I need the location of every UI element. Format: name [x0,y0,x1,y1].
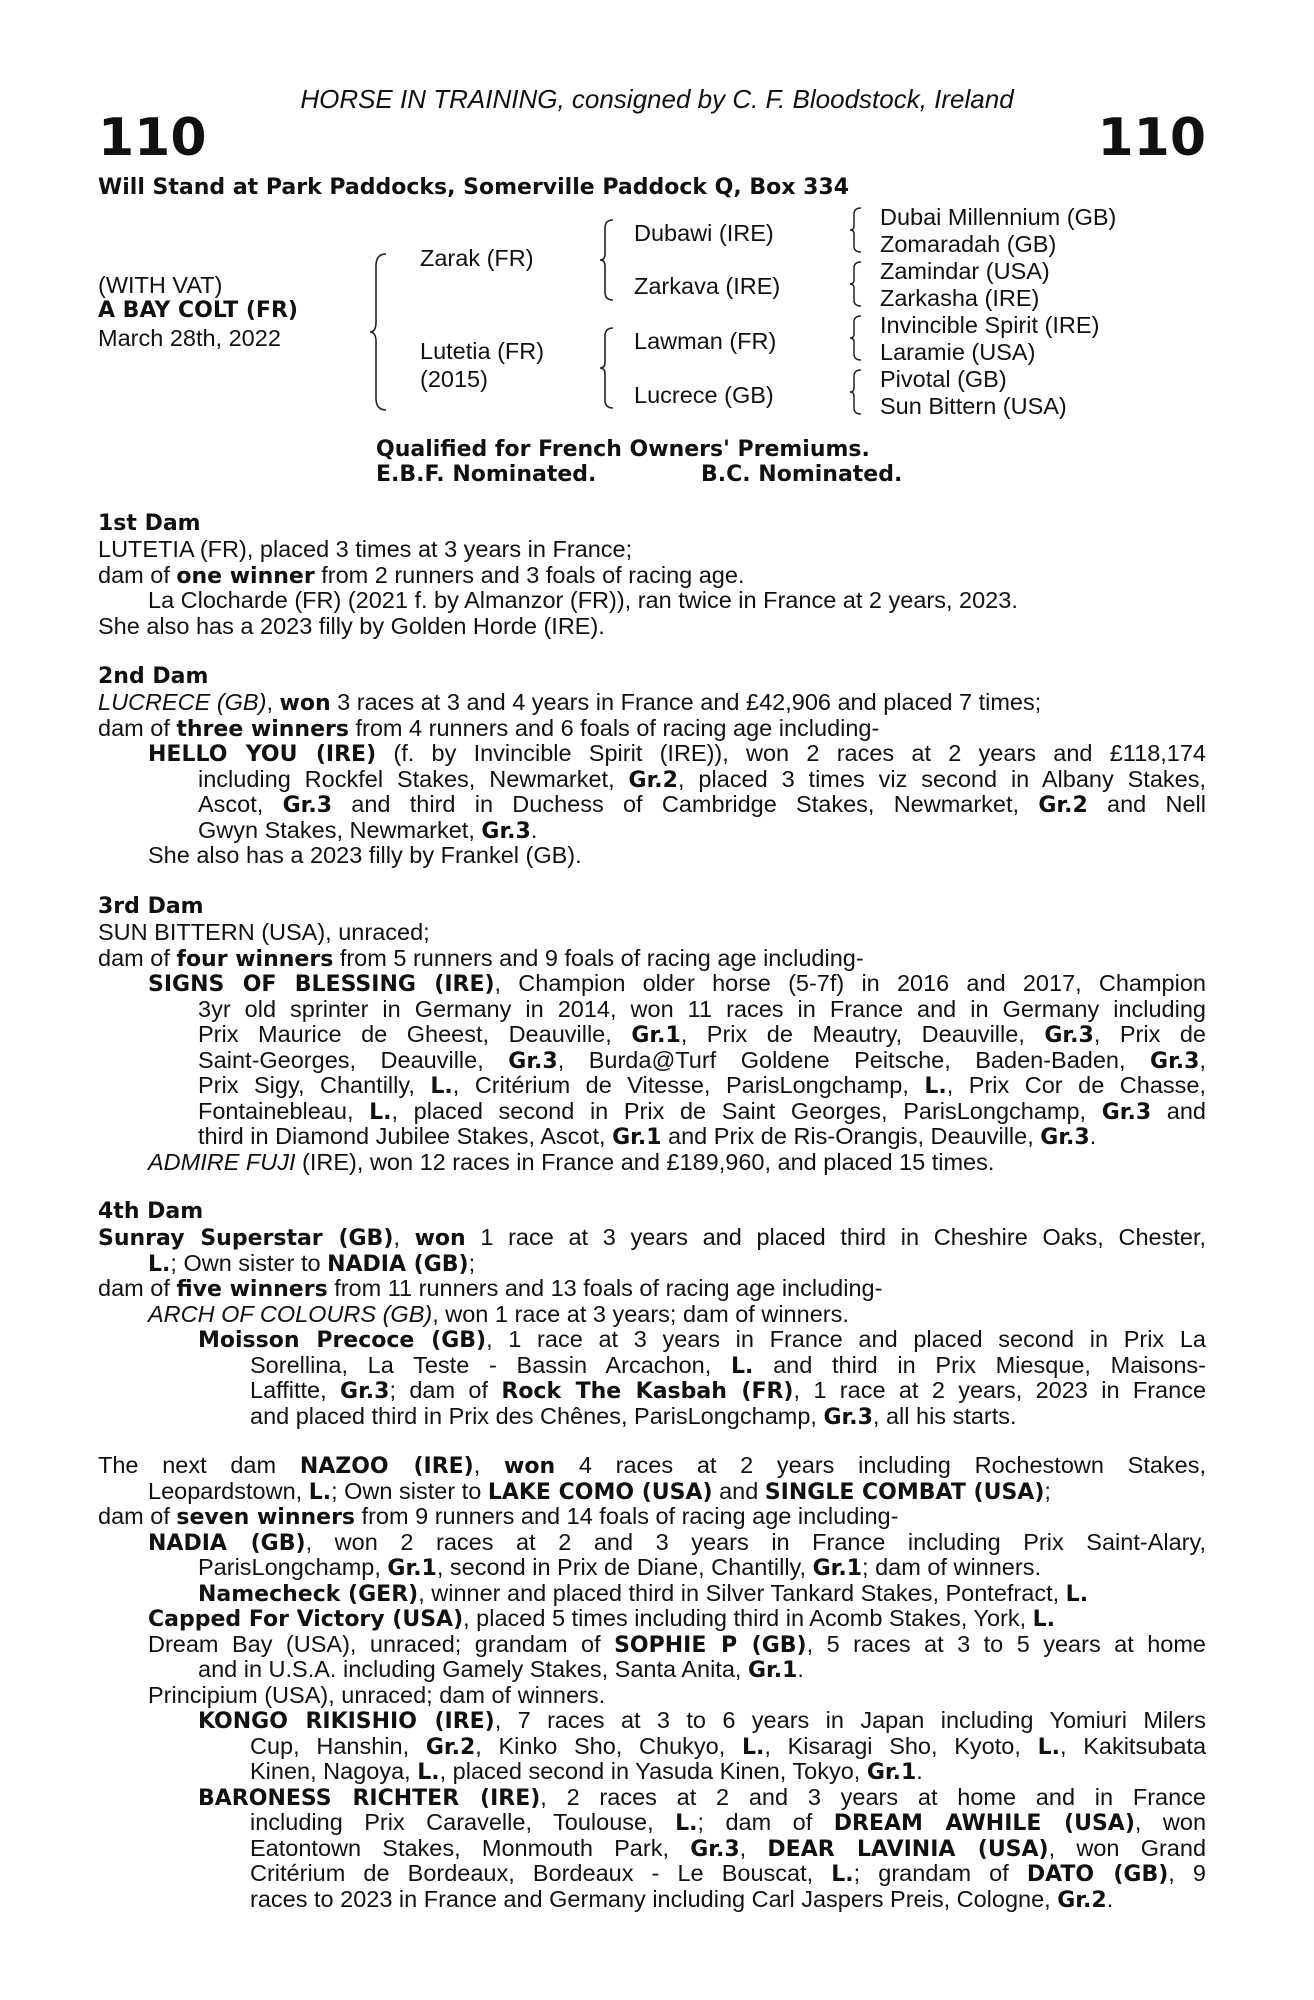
granddam-line: Dubai Millennium (GB) [880,204,1117,230]
text-line: and placed third in Prix des Chênes, ParisLongchamp, Gr.3, all his starts. [250,1402,1017,1430]
text-line: third in Diamond Jubilee Stakes, Ascot, Gr.1 and Prix de Ris-Orangis, Deauville, Gr.3. [198,1123,1097,1150]
text-line: LUCRECE (GB), won 3 races at 3 and 4 years in France and £42,906 and placed 7 times; [98,689,1042,716]
granddam-line: Zamindar (USA) [880,258,1050,284]
text-line: Sunray Superstar (GB), won 1 race at 3 years and placed third in Cheshire Oaks, Chester, [98,1225,1206,1251]
text-line: Principium (USA), unraced; dam of winners. [148,1681,606,1708]
text-line: Kinen, Nagoya, L., placed second in Yasuda Kinen, Tokyo, Gr.1. [250,1758,923,1785]
section-heading: 2nd Dam [98,664,209,689]
foaling-date: March 28th, 2022 [98,325,281,351]
text-line: dam of three winners from 4 runners and 6 foals of racing age including- [98,714,880,742]
text-line: and in U.S.A. including Gamely Stakes, Santa Anita, Gr.1. [198,1656,804,1683]
french-premiums-note: Qualified for French Owners' Premiums. [376,437,870,462]
text-line: SUN BITTERN (USA), unraced; [98,919,430,945]
text-line: SIGNS OF BLESSING (IRE), Champion older horse (5-7f) in 2016 and 2017, Champion [148,971,1206,997]
text-line: Saint-Georges, Deauville, Gr.3, Burda@Turf Goldene Peitsche, Baden-Baden, Gr.3, [198,1047,1206,1073]
lot-number-left: 110 [98,108,207,168]
text-line: The next dam NAZOO (IRE), won 4 races at 2 years including Rochestown Stakes, [98,1453,1206,1479]
vat-status: (WITH VAT) [98,272,223,298]
text-line: dam of four winners from 5 runners and 9 foals of racing age including- [98,944,864,972]
second-dam-section [98,664,1206,869]
consignment-header: HORSE IN TRAINING, consigned by C. F. Bloodstock, Ireland [300,84,1014,114]
sire-brace [598,218,616,302]
text-line: Namecheck (GER), winner and placed third in Silver Tankard Stakes, Pontefract, L. [198,1579,1089,1607]
text-line: She also has a 2023 filly by Frankel (GB). [148,842,582,868]
sire: Zarak (FR) [420,245,534,271]
text-line: Eatontown Stakes, Monmouth Park, Gr.3, DEAR LAVINIA (USA), won Grand [250,1835,1206,1861]
text-line: including Prix Caravelle, Toulouse, L.; dam of DREAM AWHILE (USA), won [250,1810,1206,1836]
text-line: dam of seven winners from 9 runners and 14 foals of racing age including- [98,1503,899,1530]
dam-sire: Lawman (FR) [634,328,777,354]
text-line: HELLO YOU (IRE) (f. by Invincible Spirit (IRE)), won 2 races at 2 years and £118,174 [148,741,1206,767]
text-line: 3yr old sprinter in Germany in 2014, won 11 races in France and in Germany including [198,996,1206,1022]
text-line: ARCH OF COLOURS (GB), won 1 race at 3 years; dam of winners. [148,1300,849,1327]
section-heading: 4th Dam [98,1199,204,1224]
first-dam-section [98,511,1206,639]
text-line: Ascot, Gr.3 and third in Duchess of Cambridge Stakes, Newmarket, Gr.2 and Nell [198,792,1206,818]
lot-number-right: 110 [1097,108,1206,168]
horse-name: A BAY COLT (FR) [98,298,298,323]
sire-dam: Zarkava (IRE) [634,273,781,299]
dam-dam: Lucrece (GB) [634,382,774,408]
text-line: ParisLongchamp, Gr.1, second in Prix de Diane, Chantilly, Gr.1; dam of winners. [198,1554,1041,1581]
granddam-line: Pivotal (GB) [880,366,1007,392]
granddam-line: Zarkasha (IRE) [880,285,1040,311]
section-heading: 1st Dam [98,511,201,536]
sire-sire: Dubawi (IRE) [634,220,774,246]
dam-brace [598,326,616,410]
fourth-dam-section [98,1199,1206,1429]
granddam-line: Sun Bittern (USA) [880,393,1067,419]
text-line: Prix Sigy, Chantilly, L., Critérium de Vitesse, ParisLongchamp, L., Prix Cor de Chasse, [198,1073,1206,1099]
text-line: BARONESS RICHTER (IRE), 2 races at 2 and 3 years at home and in France [198,1784,1206,1810]
main-brace [368,252,390,412]
text-line: LUTETIA (FR), placed 3 times at 3 years in France; [98,536,633,562]
bc-nominated: B.C. Nominated. [701,462,903,487]
text-line: La Clocharde (FR) (2021 f. by Almanzor (FR)), ran twice in France at 2 years, 2023. [148,587,1018,613]
granddam-line: Zomaradah (GB) [880,231,1057,257]
granddam-line: Invincible Spirit (IRE) [880,312,1100,338]
text-line: dam of one winner from 2 runners and 3 foals of racing age. [98,561,745,589]
third-dam-section [98,894,1206,1175]
text-line: dam of five winners from 11 runners and 13 foals of racing age including- [98,1275,883,1302]
stand-location: Will Stand at Park Paddocks, Somerville Paddock Q, Box 334 [98,175,850,200]
text-line: including Rockfel Stakes, Newmarket, Gr.2, placed 3 times viz second in Albany Stakes, [198,766,1206,792]
text-line: ADMIRE FUJI (IRE), won 12 races in France and £189,960, and placed 15 times. [148,1148,995,1175]
dam: Lutetia (FR) [420,338,545,364]
ebf-nominated: E.B.F. Nominated. [376,462,597,487]
grandparent-braces [848,206,864,420]
text-line: Sorellina, La Teste - Bassin Arcachon, L. and third in Prix Miesque, Maisons- [250,1352,1206,1378]
text-line: KONGO RIKISHIO (IRE), 7 races at 3 to 6 years in Japan including Yomiuri Milers [198,1708,1206,1734]
text-line: Moisson Precoce (GB), 1 race at 3 years in France and placed second in Prix La [198,1327,1206,1353]
text-line: Capped For Victory (USA), placed 5 times including third in Acomb Stakes, York, L. [148,1605,1056,1632]
section-heading: 3rd Dam [98,894,204,919]
text-line: She also has a 2023 filly by Golden Horde (IRE). [98,612,605,639]
text-line: Critérium de Bordeaux, Bordeaux - Le Bouscat, L.; grandam of DATO (GB), 9 [250,1861,1206,1887]
granddam-line: Laramie (USA) [880,339,1036,365]
text-line: Prix Maurice de Gheest, Deauville, Gr.1, Prix de Meautry, Deauville, Gr.3, Prix de [198,1022,1206,1048]
text-line: Laffitte, Gr.3; dam of Rock The Kasbah (FR), 1 race at 2 years, 2023 in France [250,1378,1206,1404]
dam-year: (2015) [420,366,488,392]
text-line: L.; Own sister to NADIA (GB); [148,1249,476,1277]
text-line: Fontainebleau, L., placed second in Prix de Saint Georges, ParisLongchamp, Gr.3 and [198,1098,1206,1124]
text-line: Gwyn Stakes, Newmarket, Gr.3. [198,816,538,844]
text-line: NADIA (GB), won 2 races at 2 and 3 years in France including Prix Saint-Alary, [148,1529,1206,1555]
next-dam-section [98,1453,1206,1912]
text-line: Leopardstown, L.; Own sister to LAKE COMO (USA) and SINGLE COMBAT (USA); [148,1477,1051,1505]
text-line: Cup, Hanshin, Gr.2, Kinko Sho, Chukyo, L., Kisaragi Sho, Kyoto, L., Kakitsubata [250,1733,1206,1759]
text-line: Dream Bay (USA), unraced; grandam of SOPHIE P (GB), 5 races at 3 to 5 years at home [148,1631,1206,1657]
text-line: races to 2023 in France and Germany including Carl Jaspers Preis, Cologne, Gr.2. [250,1885,1114,1913]
